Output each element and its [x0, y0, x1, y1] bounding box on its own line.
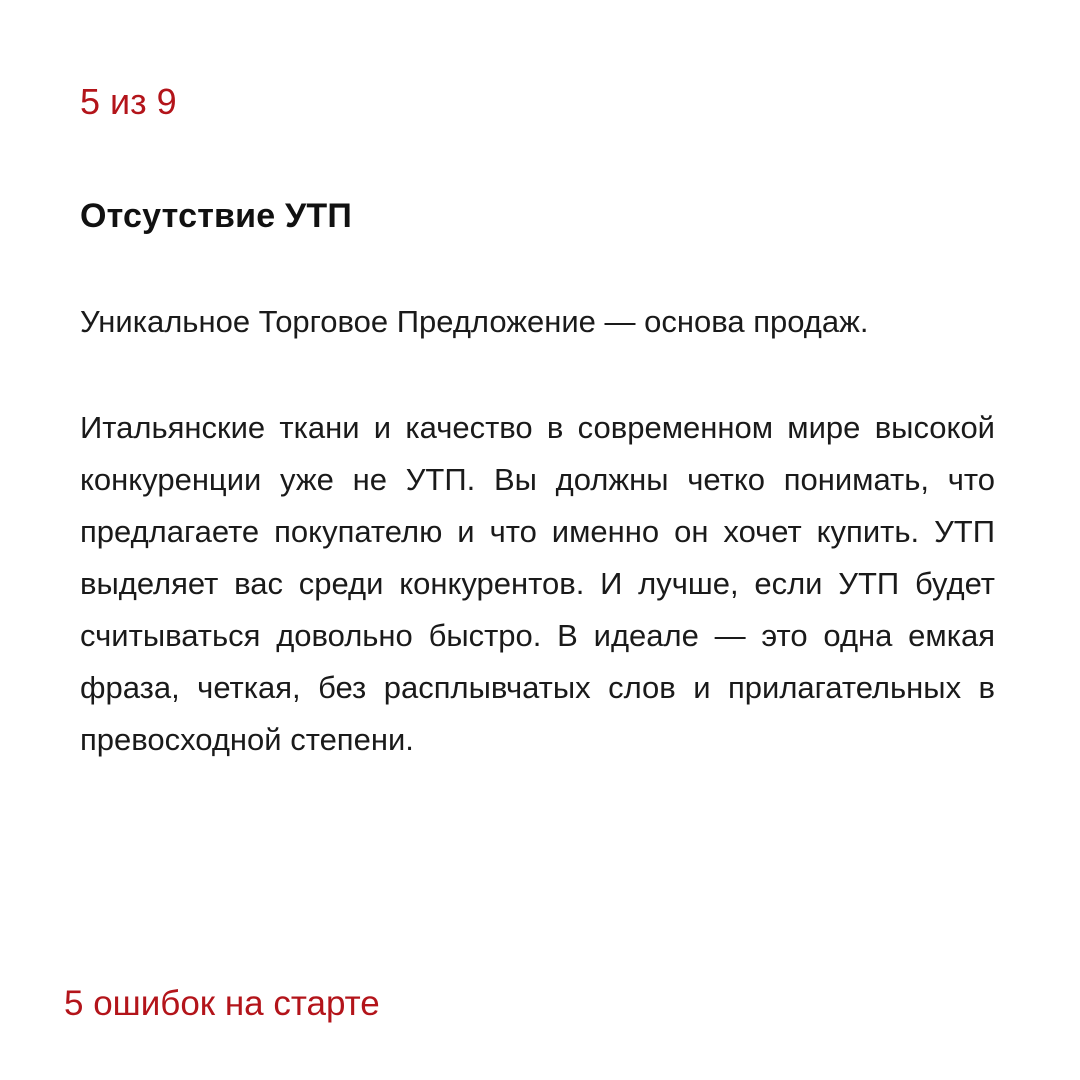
slide-counter: 5 из 9 — [80, 81, 177, 122]
body-paragraph: Итальянские ткани и качество в современном мире высокой конкуренции уже не УТП. Вы должны четко понимать, что предлагаете покупателю и что именно он хочет купить. УТП выделяет вас среди конкурентов. И лучше, если УТП будет считываться довольно быстро. В идеале — это одна емкая фраза, четкая, без расплывчатых слов и прилагательных в превосходной степени. — [80, 410, 995, 757]
intro-text: Уникальное Торговое Предложение — основа продаж. — [80, 304, 869, 339]
series-title: 5 ошибок на старте — [64, 984, 380, 1023]
slide-heading: Отсутствие УТП — [80, 197, 352, 235]
